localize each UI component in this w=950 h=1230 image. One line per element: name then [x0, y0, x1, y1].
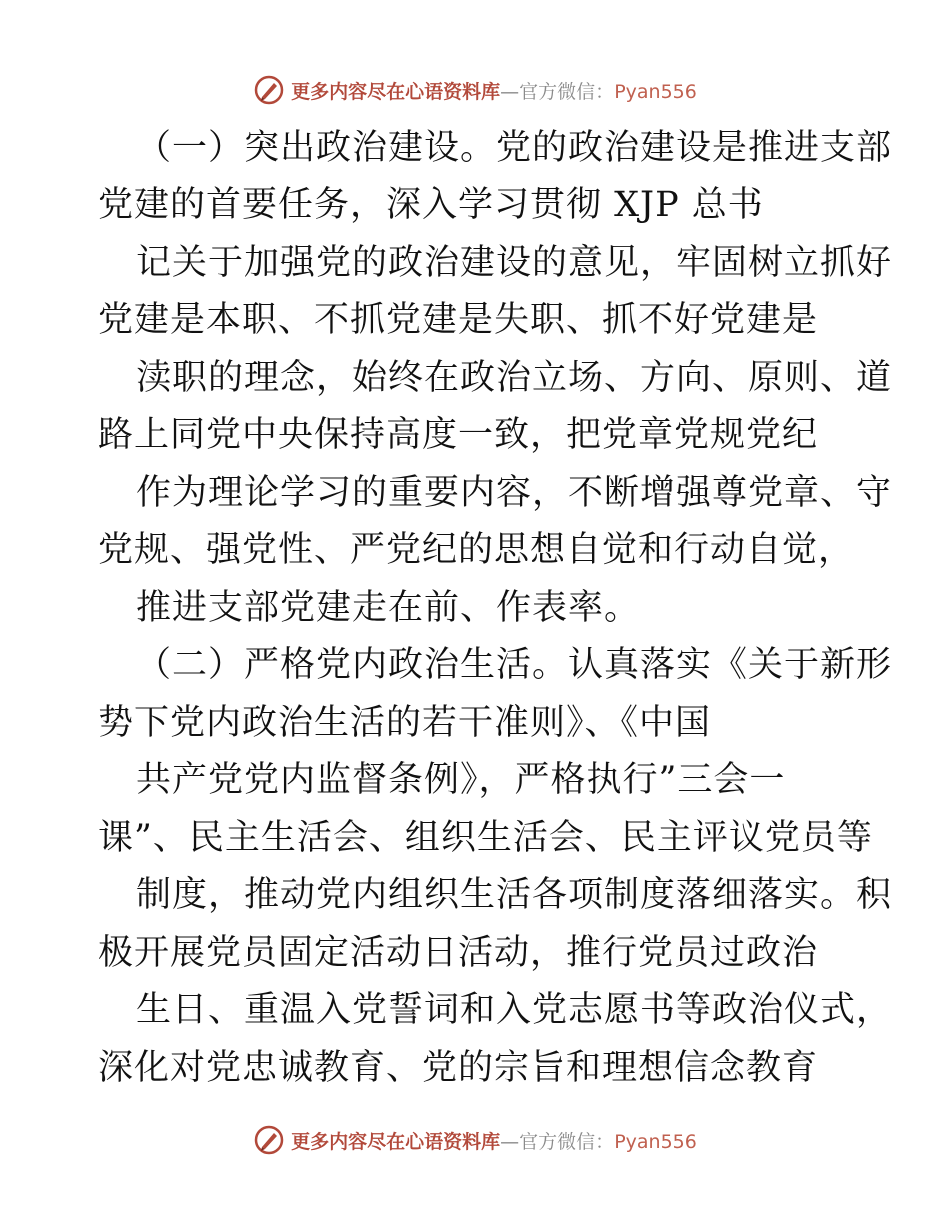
text-line-6: 路上同党中央保持高度一致，把党章党规党纪 — [98, 415, 819, 455]
text-line-7: 作为理论学习的重要内容，不断增强尊党章、守 — [136, 473, 893, 513]
pen-logo-icon — [253, 74, 285, 106]
header-watermark — [0, 72, 950, 108]
text-line-11: 势下党内政治生活的若干准则》、《中国 — [98, 703, 712, 743]
text-line-13: 课”、民主生活会、组织生活会、民主评议党员等 — [98, 818, 873, 858]
text-line-10: （二）严格党内政治生活。认真落实《关于新形 — [136, 645, 893, 685]
text-line-1: （一）突出政治建设。党的政治建设是推进支部 — [136, 128, 893, 168]
text-line-8: 党规、强党性、严党纪的思想自觉和行动自觉， — [98, 530, 855, 570]
watermark-main-text: 更多内容尽在心语资料库 — [291, 1130, 501, 1153]
text-line-4: 党建是本职、不抓党建是失职、抓不好党建是 — [98, 300, 819, 340]
text-line-5: 渎职的理念，始终在政治立场、方向、原则、道 — [136, 358, 893, 398]
watermark-main-text: 更多内容尽在心语资料库 — [291, 80, 501, 103]
pen-logo-icon — [253, 1124, 285, 1156]
watermark-wechat-id: Pyan556 — [614, 80, 697, 103]
watermark-separator: — — [500, 1130, 520, 1153]
watermark-label: 官方微信： — [519, 80, 615, 103]
text-line-15: 极开展党员固定活动日活动，推行党员过政治 — [98, 933, 819, 973]
text-line-2: 党建的首要任务，深入学习贯彻 XJP 总书 — [98, 185, 764, 225]
text-line-17: 深化对党忠诚教育、党的宗旨和理想信念教育 — [98, 1048, 819, 1088]
text-line-14: 制度，推动党内组织生活各项制度落细落实。积 — [136, 875, 893, 915]
text-line-12: 共产党党内监督条例》，严格执行”三会一 — [136, 760, 786, 800]
text-line-16: 生日、重温入党誓词和入党志愿书等政治仪式， — [136, 990, 893, 1030]
watermark-label: 官方微信： — [519, 1130, 615, 1153]
text-line-3: 记关于加强党的政治建设的意见，牢固树立抓好 — [136, 243, 893, 283]
watermark-separator: — — [500, 80, 520, 103]
footer-watermark — [0, 1122, 950, 1158]
watermark-wechat-id: Pyan556 — [614, 1130, 697, 1153]
text-line-9: 推进支部党建走在前、作表率。 — [136, 588, 641, 628]
